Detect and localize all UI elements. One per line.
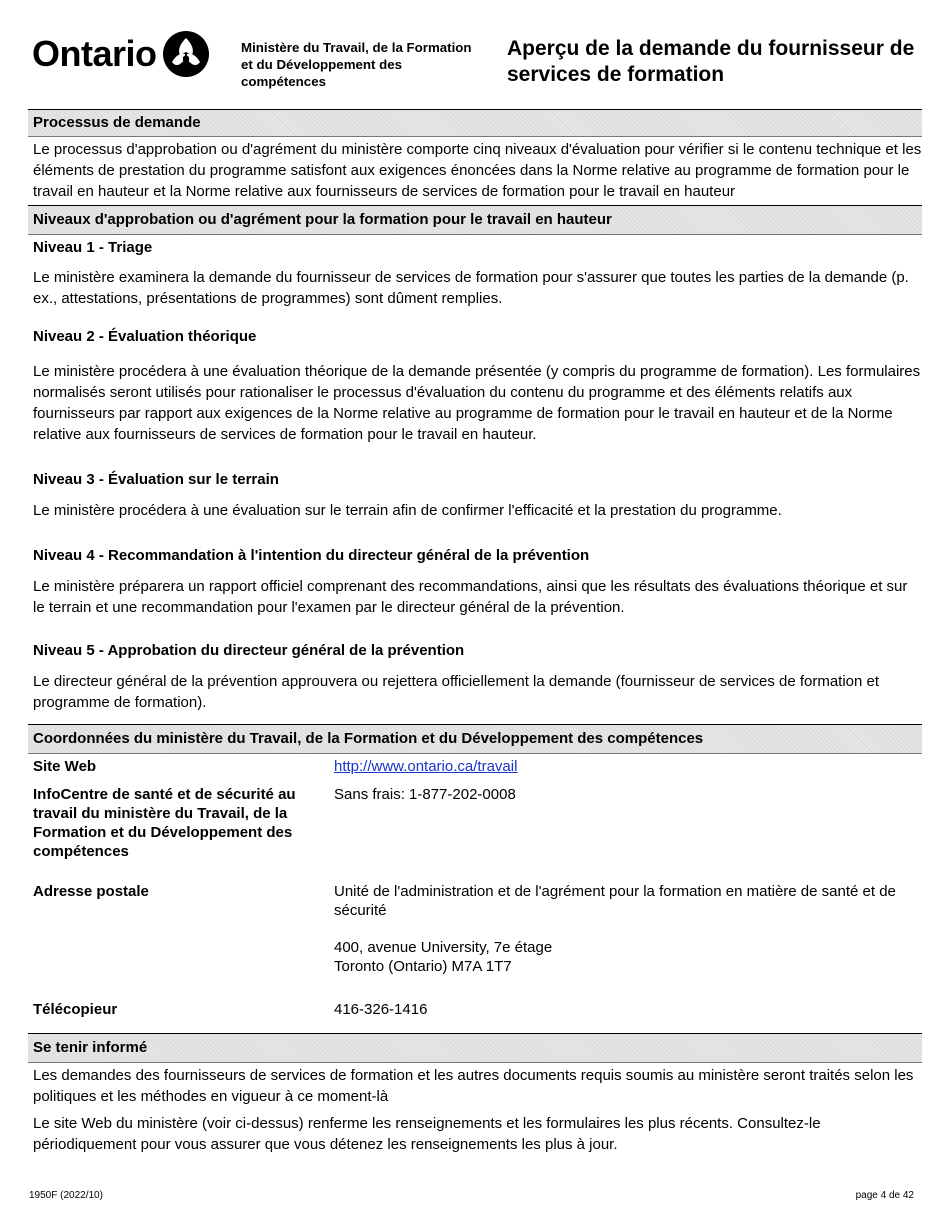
form-number: 1950F (2022/10): [29, 1190, 103, 1201]
fax-label: Télécopieur: [33, 1001, 118, 1018]
level-4-title: Niveau 4 - Recommandation à l'intention du directeur général de la prévention: [33, 547, 590, 564]
document-title: Aperçu de la demande du fournisseur de services de formation: [507, 37, 915, 86]
address-unit: Unité de l'administration et de l'agrément pour la formation en matière de santé et de sécurité: [334, 883, 896, 919]
section-header-informed: Se tenir informé: [28, 1033, 922, 1063]
infocentre-label: InfoCentre de santé et de sécurité au travail du ministère du Travail, de la Formation et du Développement des compétences: [33, 786, 296, 860]
logo-wordmark: Ontario: [32, 33, 157, 74]
ontario-logo: [32, 28, 209, 80]
page-header: [28, 0, 922, 108]
contact-fax-row: [28, 1000, 922, 1019]
address-street: 400, avenue University, 7e étage: [334, 939, 553, 956]
level-2-title: Niveau 2 - Évaluation théorique: [33, 328, 257, 345]
level-1-title: Niveau 1 - Triage: [33, 239, 153, 256]
address-label: Adresse postale: [33, 883, 149, 900]
section-header-process: Processus de demande: [28, 109, 922, 137]
fax-value: 416-326-1416: [334, 1001, 428, 1018]
page-number: page 4 de 42: [855, 1190, 914, 1201]
contact-address-row: [28, 882, 922, 976]
ministry-name: Ministère du Travail, de la Formation et du Développement des compétences: [241, 40, 472, 89]
contact-website-row: [28, 757, 922, 776]
level-3-title: Niveau 3 - Évaluation sur le terrain: [33, 471, 279, 488]
contact-infocentre-row: [28, 785, 922, 861]
section-header-levels: Niveaux d'approbation ou d'agrément pour la formation pour le travail en hauteur: [28, 205, 922, 235]
section-header-contact: Coordonnées du ministère du Travail, de la Formation et du Développement des compétences: [28, 724, 922, 754]
level-5-title: Niveau 5 - Approbation du directeur général de la prévention: [33, 642, 465, 659]
informed-text-1: Les demandes des fournisseurs de services de formation et les autres documents requis soumis au ministère seront traités selon les politiques et les méthodes en vigueur à ce moment-là: [33, 1067, 914, 1105]
level-3-text: Le ministère procédera à une évaluation sur le terrain afin de confirmer l'efficacité et la prestation du programme.: [33, 502, 782, 519]
level-5-text: Le directeur général de la prévention approuvera ou rejettera officiellement la demande (fournisseur de services de formation et programme de formation).: [33, 673, 880, 711]
infocentre-phone: Sans frais: 1-877-202-0008: [334, 786, 516, 803]
website-link[interactable]: http://www.ontario.ca/travail: [334, 758, 518, 775]
address-city: Toronto (Ontario) M7A 1T7: [334, 958, 512, 975]
trillium-icon: [163, 31, 209, 77]
level-1-text: Le ministère examinera la demande du fournisseur de services de formation pour s'assurer que toutes les parties de la demande (p. ex., attestations, présentations de programmes) sont dûment remplies.: [33, 269, 909, 307]
informed-text-2: Le site Web du ministère (voir ci-dessus) renferme les renseignements et les formulaires les plus récents. Consultez-le périodiquement pour vous assurer que vous détenez les renseignements les plus à jour.: [33, 1115, 821, 1153]
website-label: Site Web: [33, 758, 97, 775]
level-4-text: Le ministère préparera un rapport officiel comprenant des recommandations, ainsi que les résultats des évaluations théorique et sur le terrain et une recommandation pour l'examen par le directeur général de la prévention.: [33, 578, 908, 616]
level-2-text: Le ministère procédera à une évaluation théorique de la demande présentée (y compris du programme de formation). Les formulaires normalisés seront utilisés pour rationaliser le processus d'évaluation du contenu du programme et des éléments relatifs aux fournisseurs par rapport aux exigences de la Norme relative au programme de formation pour le travail en hauteur et de la Norme relative aux fournisseurs de services de formation pour le travail en hauteur.: [33, 363, 921, 443]
process-text: Le processus d'approbation ou d'agrément du ministère comporte cinq niveaux d'évaluation pour vérifier si le contenu technique et les éléments de prestation du programme satisfont aux exigences énoncées dans la Norme relative au programme de formation pour le travail en hauteur et la Norme relative aux fournisseurs de services de formation pour le travail en hauteur: [33, 141, 922, 200]
document-page: [28, 0, 922, 1155]
